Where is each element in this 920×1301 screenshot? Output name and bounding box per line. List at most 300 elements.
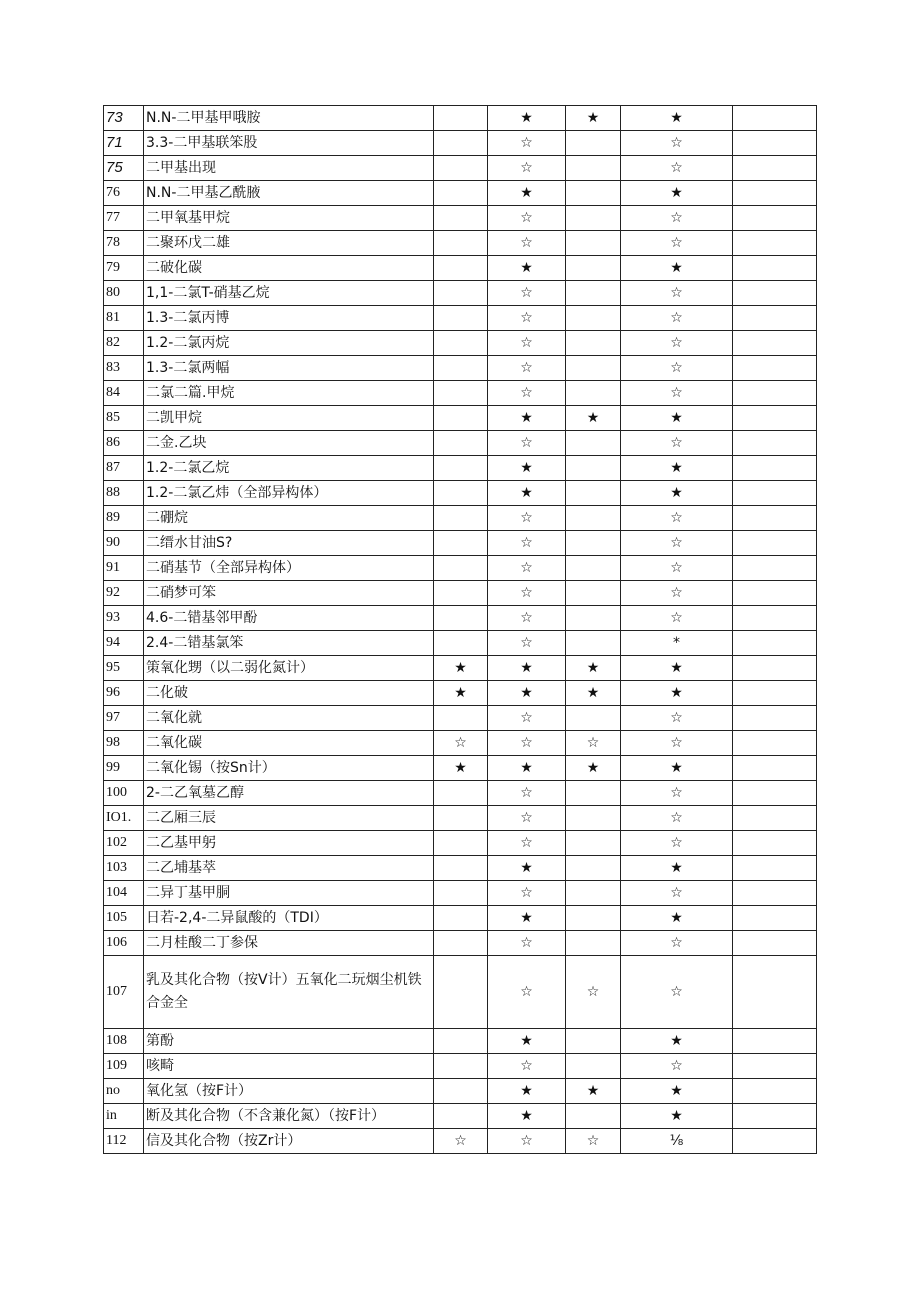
- mark-cell-3: [566, 256, 621, 281]
- row-number: 85: [104, 406, 144, 431]
- mark-cell-3: [566, 831, 621, 856]
- mark-cell-3: ☆: [566, 1129, 621, 1154]
- mark-cell-1: [434, 931, 488, 956]
- mark-cell-1: ★: [434, 656, 488, 681]
- table-row: [104, 231, 817, 256]
- mark-cell-3: [566, 131, 621, 156]
- mark-cell-2: ☆: [488, 356, 566, 381]
- row-number: 83: [104, 356, 144, 381]
- table-row: [104, 706, 817, 731]
- mark-cell-2: ☆: [488, 381, 566, 406]
- mark-cell-4: ☆: [621, 506, 733, 531]
- table-row: [104, 381, 817, 406]
- row-number: 82: [104, 331, 144, 356]
- substance-name: 二月桂酸二丁参保: [144, 931, 434, 956]
- mark-cell-1: [434, 881, 488, 906]
- row-number: 86: [104, 431, 144, 456]
- mark-cell-3: [566, 806, 621, 831]
- mark-cell-2: ☆: [488, 506, 566, 531]
- mark-cell-3: ★: [566, 681, 621, 706]
- mark-cell-5: [733, 1104, 817, 1129]
- table-row: [104, 506, 817, 531]
- row-number: 79: [104, 256, 144, 281]
- mark-cell-4: ☆: [621, 431, 733, 456]
- mark-cell-1: [434, 956, 488, 1029]
- row-number: 89: [104, 506, 144, 531]
- table-row: [104, 531, 817, 556]
- substance-name: 二甲氧基甲烷: [144, 206, 434, 231]
- mark-cell-5: [733, 456, 817, 481]
- substance-name: 二硼烷: [144, 506, 434, 531]
- mark-cell-3: ★: [566, 1079, 621, 1104]
- mark-cell-1: [434, 856, 488, 881]
- table-row: [104, 181, 817, 206]
- table-row: [104, 556, 817, 581]
- mark-cell-1: [434, 456, 488, 481]
- substance-name: 二硝梦可笨: [144, 581, 434, 606]
- mark-cell-4: ☆: [621, 881, 733, 906]
- row-number: IO1.: [104, 806, 144, 831]
- mark-cell-3: [566, 206, 621, 231]
- row-number: 107: [104, 956, 144, 1029]
- mark-cell-1: [434, 256, 488, 281]
- mark-cell-4: ☆: [621, 606, 733, 631]
- table-row: [104, 831, 817, 856]
- mark-cell-5: [733, 856, 817, 881]
- row-number: no: [104, 1079, 144, 1104]
- substance-name: 3.3-二甲基联笨股: [144, 131, 434, 156]
- table-row: [104, 856, 817, 881]
- row-number: 84: [104, 381, 144, 406]
- mark-cell-2: ☆: [488, 306, 566, 331]
- table-row: [104, 281, 817, 306]
- mark-cell-5: [733, 406, 817, 431]
- mark-cell-5: [733, 431, 817, 456]
- mark-cell-2: ★: [488, 1079, 566, 1104]
- row-number: 91: [104, 556, 144, 581]
- mark-cell-4: ☆: [621, 931, 733, 956]
- mark-cell-2: ☆: [488, 1054, 566, 1079]
- mark-cell-1: [434, 906, 488, 931]
- mark-cell-5: [733, 306, 817, 331]
- mark-cell-5: [733, 906, 817, 931]
- mark-cell-1: [434, 606, 488, 631]
- mark-cell-2: ★: [488, 1029, 566, 1054]
- mark-cell-3: [566, 431, 621, 456]
- row-number: 102: [104, 831, 144, 856]
- substance-name: 二破化碳: [144, 256, 434, 281]
- table-row: [104, 131, 817, 156]
- mark-cell-5: [733, 1129, 817, 1154]
- mark-cell-1: [434, 381, 488, 406]
- mark-cell-4: ☆: [621, 156, 733, 181]
- mark-cell-4: ☆: [621, 131, 733, 156]
- mark-cell-2: ★: [488, 406, 566, 431]
- table-row: [104, 106, 817, 131]
- mark-cell-3: ★: [566, 106, 621, 131]
- mark-cell-1: ☆: [434, 1129, 488, 1154]
- row-number: 87: [104, 456, 144, 481]
- row-number: 93: [104, 606, 144, 631]
- mark-cell-4: ☆: [621, 1054, 733, 1079]
- mark-cell-4: *: [621, 631, 733, 656]
- mark-cell-1: [434, 206, 488, 231]
- substance-name: N.N-二甲基甲哦胺: [144, 106, 434, 131]
- mark-cell-3: [566, 456, 621, 481]
- mark-cell-4: ☆: [621, 531, 733, 556]
- mark-cell-4: ☆: [621, 706, 733, 731]
- mark-cell-4: ☆: [621, 356, 733, 381]
- substance-name: 二乙埔基萃: [144, 856, 434, 881]
- substance-name: 二氯二篇.甲烷: [144, 381, 434, 406]
- mark-cell-5: [733, 156, 817, 181]
- table-row: [104, 681, 817, 706]
- row-number: 106: [104, 931, 144, 956]
- mark-cell-3: [566, 1054, 621, 1079]
- mark-cell-2: ☆: [488, 931, 566, 956]
- mark-cell-2: ☆: [488, 431, 566, 456]
- mark-cell-4: ☆: [621, 281, 733, 306]
- substance-name: 乳及其化合物（按V计）五氧化二玩烟尘机铁合金全: [144, 956, 434, 1029]
- mark-cell-2: ☆: [488, 331, 566, 356]
- row-number: 95: [104, 656, 144, 681]
- mark-cell-3: [566, 481, 621, 506]
- substance-name: 1.2-二氯乙烷: [144, 456, 434, 481]
- mark-cell-4: ★: [621, 106, 733, 131]
- mark-cell-5: [733, 1029, 817, 1054]
- table-row: [104, 406, 817, 431]
- mark-cell-5: [733, 656, 817, 681]
- mark-cell-2: ☆: [488, 206, 566, 231]
- mark-cell-2: ☆: [488, 956, 566, 1029]
- mark-cell-1: [434, 406, 488, 431]
- substance-name: 2-二乙氧墓乙醇: [144, 781, 434, 806]
- mark-cell-5: [733, 331, 817, 356]
- mark-cell-5: [733, 1079, 817, 1104]
- mark-cell-3: [566, 1104, 621, 1129]
- mark-cell-4: ☆: [621, 331, 733, 356]
- mark-cell-2: ★: [488, 456, 566, 481]
- table-row: [104, 581, 817, 606]
- mark-cell-3: ☆: [566, 731, 621, 756]
- mark-cell-1: [434, 806, 488, 831]
- mark-cell-5: [733, 131, 817, 156]
- mark-cell-3: [566, 506, 621, 531]
- table-row: [104, 306, 817, 331]
- mark-cell-5: [733, 506, 817, 531]
- table-row: [104, 431, 817, 456]
- mark-cell-3: [566, 306, 621, 331]
- substance-name: 信及其化合物（按Zr计）: [144, 1129, 434, 1154]
- mark-cell-2: ☆: [488, 806, 566, 831]
- mark-cell-3: [566, 531, 621, 556]
- table-row: [104, 1104, 817, 1129]
- mark-cell-5: [733, 756, 817, 781]
- mark-cell-2: ★: [488, 256, 566, 281]
- row-number: 99: [104, 756, 144, 781]
- substance-name: 二甲基出现: [144, 156, 434, 181]
- row-number: 98: [104, 731, 144, 756]
- substance-name: 二聚环戊二雄: [144, 231, 434, 256]
- mark-cell-5: [733, 281, 817, 306]
- mark-cell-5: [733, 231, 817, 256]
- mark-cell-2: ☆: [488, 706, 566, 731]
- mark-cell-3: [566, 331, 621, 356]
- substance-name: 二异丁基甲胴: [144, 881, 434, 906]
- mark-cell-3: [566, 606, 621, 631]
- mark-cell-2: ★: [488, 481, 566, 506]
- mark-cell-2: ☆: [488, 606, 566, 631]
- mark-cell-1: [434, 581, 488, 606]
- mark-cell-4: ★: [621, 1079, 733, 1104]
- mark-cell-4: ★: [621, 406, 733, 431]
- mark-cell-1: [434, 831, 488, 856]
- mark-cell-2: ☆: [488, 831, 566, 856]
- mark-cell-4: ★: [621, 456, 733, 481]
- mark-cell-4: ☆: [621, 831, 733, 856]
- substance-name: 1.2-二氯乙炜（全部异构体）: [144, 481, 434, 506]
- table-row: [104, 656, 817, 681]
- mark-cell-1: ★: [434, 756, 488, 781]
- table-row: [104, 631, 817, 656]
- row-number: 88: [104, 481, 144, 506]
- substance-name: 二氧化碳: [144, 731, 434, 756]
- substance-name: 二金.乙块: [144, 431, 434, 456]
- mark-cell-1: [434, 481, 488, 506]
- substance-name: 二氧化锡（按Sn计）: [144, 756, 434, 781]
- substance-name: 二化破: [144, 681, 434, 706]
- mark-cell-3: ★: [566, 656, 621, 681]
- mark-cell-1: [434, 106, 488, 131]
- mark-cell-4: ★: [621, 1029, 733, 1054]
- mark-cell-3: [566, 631, 621, 656]
- mark-cell-1: [434, 706, 488, 731]
- mark-cell-5: [733, 1054, 817, 1079]
- row-number: 92: [104, 581, 144, 606]
- row-number: 76: [104, 181, 144, 206]
- table-row: [104, 1054, 817, 1079]
- mark-cell-4: ★: [621, 856, 733, 881]
- mark-cell-1: [434, 281, 488, 306]
- row-number: 77: [104, 206, 144, 231]
- mark-cell-3: [566, 781, 621, 806]
- mark-cell-1: [434, 431, 488, 456]
- mark-cell-1: [434, 781, 488, 806]
- mark-cell-2: ★: [488, 756, 566, 781]
- mark-cell-2: ☆: [488, 731, 566, 756]
- mark-cell-4: ☆: [621, 231, 733, 256]
- mark-cell-5: [733, 106, 817, 131]
- mark-cell-3: [566, 906, 621, 931]
- mark-cell-5: [733, 731, 817, 756]
- mark-cell-3: [566, 931, 621, 956]
- mark-cell-1: [434, 506, 488, 531]
- substance-name: 咳畸: [144, 1054, 434, 1079]
- mark-cell-5: [733, 531, 817, 556]
- mark-cell-3: [566, 281, 621, 306]
- mark-cell-5: [733, 481, 817, 506]
- mark-cell-2: ★: [488, 1104, 566, 1129]
- substance-name: 1,1-二氯T-硝基乙烷: [144, 281, 434, 306]
- substance-name: 第酚: [144, 1029, 434, 1054]
- mark-cell-4: ★: [621, 256, 733, 281]
- mark-cell-2: ☆: [488, 881, 566, 906]
- mark-cell-3: [566, 156, 621, 181]
- mark-cell-4: ☆: [621, 581, 733, 606]
- mark-cell-3: [566, 581, 621, 606]
- substance-name: 二硝基节（全部异构体）: [144, 556, 434, 581]
- mark-cell-1: [434, 356, 488, 381]
- mark-cell-4: ☆: [621, 731, 733, 756]
- mark-cell-1: [434, 331, 488, 356]
- mark-cell-1: [434, 156, 488, 181]
- mark-cell-3: ★: [566, 756, 621, 781]
- mark-cell-3: [566, 556, 621, 581]
- mark-cell-3: [566, 231, 621, 256]
- row-number: 104: [104, 881, 144, 906]
- table-row: [104, 731, 817, 756]
- mark-cell-5: [733, 706, 817, 731]
- mark-cell-3: ★: [566, 406, 621, 431]
- chemical-table: [103, 105, 817, 1154]
- mark-cell-4: ★: [621, 656, 733, 681]
- mark-cell-2: ☆: [488, 556, 566, 581]
- mark-cell-2: ☆: [488, 531, 566, 556]
- mark-cell-4: ★: [621, 756, 733, 781]
- mark-cell-1: [434, 1079, 488, 1104]
- mark-cell-2: ☆: [488, 231, 566, 256]
- mark-cell-3: [566, 881, 621, 906]
- table-row: [104, 931, 817, 956]
- mark-cell-4: ☆: [621, 806, 733, 831]
- mark-cell-1: [434, 181, 488, 206]
- mark-cell-4: ★: [621, 181, 733, 206]
- mark-cell-1: [434, 1104, 488, 1129]
- mark-cell-4: ☆: [621, 206, 733, 231]
- table-row: [104, 806, 817, 831]
- mark-cell-4: ★: [621, 1104, 733, 1129]
- mark-cell-1: [434, 556, 488, 581]
- mark-cell-4: ☆: [621, 956, 733, 1029]
- mark-cell-1: ★: [434, 681, 488, 706]
- mark-cell-4: ☆: [621, 781, 733, 806]
- table-row: [104, 1129, 817, 1154]
- mark-cell-2: ☆: [488, 156, 566, 181]
- mark-cell-2: ☆: [488, 131, 566, 156]
- table-row: [104, 481, 817, 506]
- mark-cell-2: ☆: [488, 281, 566, 306]
- table-row: [104, 956, 817, 1029]
- row-number: 73: [104, 106, 144, 131]
- mark-cell-5: [733, 206, 817, 231]
- mark-cell-3: ☆: [566, 956, 621, 1029]
- row-number: 75: [104, 156, 144, 181]
- mark-cell-3: [566, 706, 621, 731]
- mark-cell-3: [566, 356, 621, 381]
- mark-cell-2: ☆: [488, 1129, 566, 1154]
- row-number: 81: [104, 306, 144, 331]
- row-number: 97: [104, 706, 144, 731]
- mark-cell-1: [434, 306, 488, 331]
- table-row: [104, 331, 817, 356]
- row-number: 103: [104, 856, 144, 881]
- substance-name: 二凯甲烷: [144, 406, 434, 431]
- mark-cell-2: ★: [488, 181, 566, 206]
- table-body: [104, 106, 817, 1154]
- row-number: 71: [104, 131, 144, 156]
- table-row: [104, 156, 817, 181]
- substance-name: N.N-二甲基乙酰腋: [144, 181, 434, 206]
- mark-cell-2: ★: [488, 681, 566, 706]
- mark-cell-4: ★: [621, 481, 733, 506]
- mark-cell-1: [434, 231, 488, 256]
- mark-cell-5: [733, 606, 817, 631]
- mark-cell-5: [733, 181, 817, 206]
- mark-cell-5: [733, 631, 817, 656]
- table-row: [104, 206, 817, 231]
- table-row: [104, 1029, 817, 1054]
- row-number: in: [104, 1104, 144, 1129]
- substance-name: 二乙厢三辰: [144, 806, 434, 831]
- mark-cell-2: ★: [488, 856, 566, 881]
- mark-cell-3: [566, 181, 621, 206]
- mark-cell-4: ⅛: [621, 1129, 733, 1154]
- mark-cell-5: [733, 956, 817, 1029]
- row-number: 108: [104, 1029, 144, 1054]
- row-number: 105: [104, 906, 144, 931]
- mark-cell-2: ☆: [488, 581, 566, 606]
- substance-name: 二乙基甲躬: [144, 831, 434, 856]
- mark-cell-2: ★: [488, 656, 566, 681]
- mark-cell-4: ☆: [621, 306, 733, 331]
- mark-cell-2: ★: [488, 106, 566, 131]
- table-row: [104, 906, 817, 931]
- mark-cell-5: [733, 881, 817, 906]
- substance-name: 二氧化就: [144, 706, 434, 731]
- mark-cell-4: ★: [621, 906, 733, 931]
- table-row: [104, 781, 817, 806]
- mark-cell-5: [733, 681, 817, 706]
- mark-cell-3: [566, 1029, 621, 1054]
- mark-cell-5: [733, 556, 817, 581]
- row-number: 78: [104, 231, 144, 256]
- row-number: 90: [104, 531, 144, 556]
- mark-cell-5: [733, 381, 817, 406]
- mark-cell-5: [733, 931, 817, 956]
- substance-name: 断及其化合物（不含兼化氮）（按F计）: [144, 1104, 434, 1129]
- mark-cell-4: ☆: [621, 556, 733, 581]
- table-row: [104, 356, 817, 381]
- mark-cell-2: ☆: [488, 781, 566, 806]
- substance-name: 1.2-二氯丙烷: [144, 331, 434, 356]
- substance-name: 二缙水甘油S?: [144, 531, 434, 556]
- table-row: [104, 1079, 817, 1104]
- table-row: [104, 256, 817, 281]
- mark-cell-4: ★: [621, 681, 733, 706]
- table-row: [104, 756, 817, 781]
- mark-cell-2: ★: [488, 906, 566, 931]
- row-number: 94: [104, 631, 144, 656]
- mark-cell-1: [434, 531, 488, 556]
- mark-cell-5: [733, 256, 817, 281]
- mark-cell-5: [733, 806, 817, 831]
- mark-cell-5: [733, 781, 817, 806]
- mark-cell-2: ☆: [488, 631, 566, 656]
- mark-cell-4: ☆: [621, 381, 733, 406]
- mark-cell-1: [434, 1054, 488, 1079]
- table-row: [104, 881, 817, 906]
- mark-cell-1: [434, 131, 488, 156]
